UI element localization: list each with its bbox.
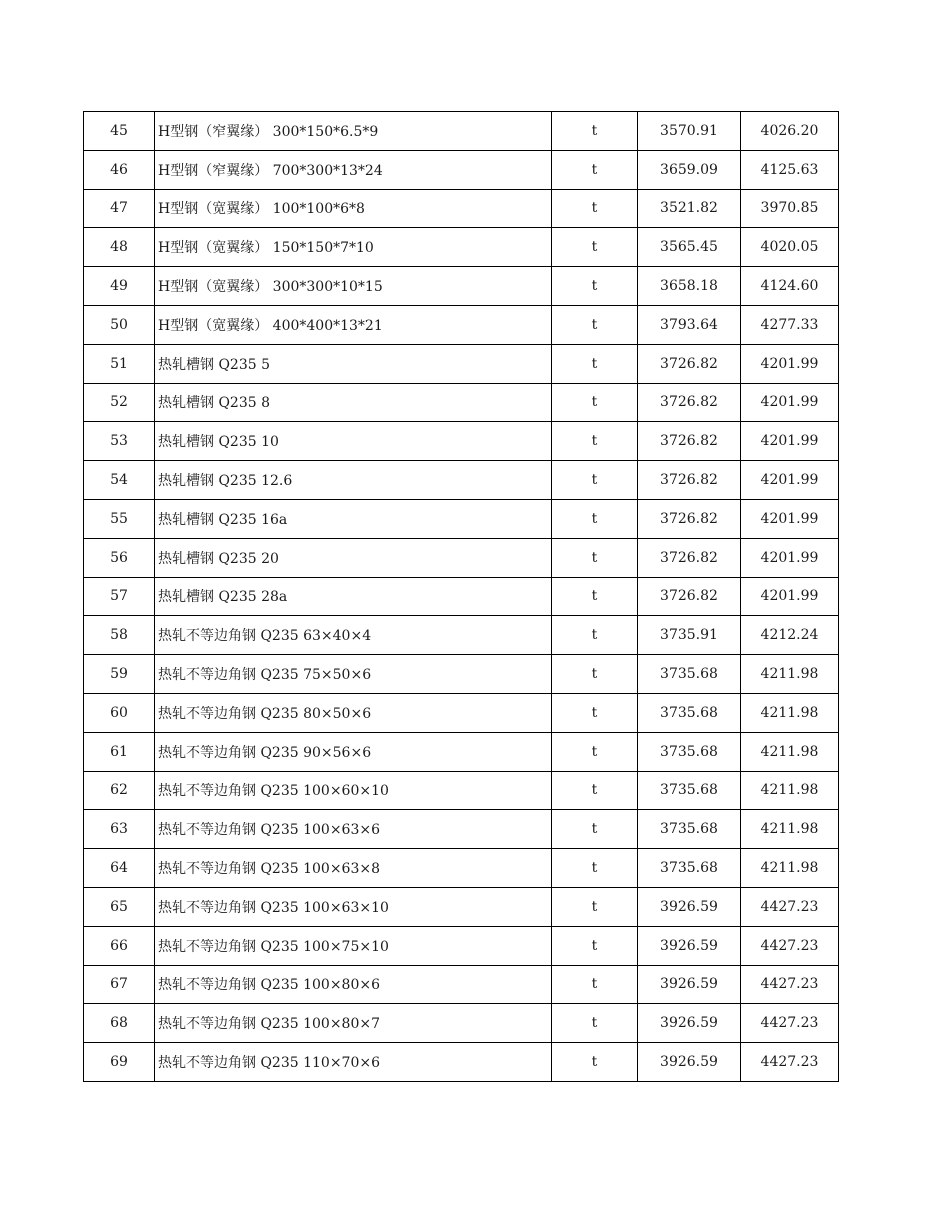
item-price-2: 4201.99 <box>741 538 839 577</box>
item-number: 58 <box>84 616 155 655</box>
table-row <box>84 499 839 538</box>
item-price-2: 4427.23 <box>741 965 839 1004</box>
item-number: 69 <box>84 1043 155 1082</box>
table-row <box>84 810 839 849</box>
item-name: H型钢（宽翼缘） 300*300*10*15 <box>155 267 552 306</box>
item-number: 64 <box>84 849 155 888</box>
table-row <box>84 693 839 732</box>
item-unit: t <box>552 926 638 965</box>
item-price-1: 3735.68 <box>638 655 741 694</box>
item-price-2: 4211.98 <box>741 810 839 849</box>
item-price-1: 3793.64 <box>638 305 741 344</box>
item-name: H型钢（窄翼缘） 300*150*6.5*9 <box>155 112 552 151</box>
item-number: 46 <box>84 150 155 189</box>
item-number: 47 <box>84 189 155 228</box>
item-number: 55 <box>84 499 155 538</box>
item-unit: t <box>552 538 638 577</box>
table-row <box>84 228 839 267</box>
table-row <box>84 965 839 1004</box>
item-unit: t <box>552 383 638 422</box>
item-price-1: 3735.68 <box>638 849 741 888</box>
item-number: 60 <box>84 693 155 732</box>
table-row <box>84 383 839 422</box>
item-price-1: 3565.45 <box>638 228 741 267</box>
item-unit: t <box>552 577 638 616</box>
table-row <box>84 422 839 461</box>
item-name: 热轧不等边角钢 Q235 100×63×8 <box>155 849 552 888</box>
item-price-1: 3659.09 <box>638 150 741 189</box>
item-price-1: 3926.59 <box>638 926 741 965</box>
item-unit: t <box>552 344 638 383</box>
table-row <box>84 655 839 694</box>
price-table <box>83 111 839 1082</box>
item-unit: t <box>552 887 638 926</box>
item-price-1: 3726.82 <box>638 461 741 500</box>
item-price-2: 4211.98 <box>741 693 839 732</box>
item-unit: t <box>552 228 638 267</box>
item-number: 67 <box>84 965 155 1004</box>
item-price-1: 3726.82 <box>638 499 741 538</box>
item-number: 48 <box>84 228 155 267</box>
table-row <box>84 538 839 577</box>
item-price-2: 4427.23 <box>741 926 839 965</box>
item-price-1: 3735.68 <box>638 732 741 771</box>
table-row <box>84 1004 839 1043</box>
item-unit: t <box>552 461 638 500</box>
item-number: 66 <box>84 926 155 965</box>
item-price-2: 4125.63 <box>741 150 839 189</box>
table-row <box>84 112 839 151</box>
table-row <box>84 771 839 810</box>
item-name: H型钢（窄翼缘） 700*300*13*24 <box>155 150 552 189</box>
item-unit: t <box>552 267 638 306</box>
item-price-1: 3926.59 <box>638 965 741 1004</box>
table-row <box>84 305 839 344</box>
item-name: 热轧不等边角钢 Q235 100×80×6 <box>155 965 552 1004</box>
table-row <box>84 1043 839 1082</box>
table-row <box>84 267 839 306</box>
item-unit: t <box>552 499 638 538</box>
item-price-2: 4211.98 <box>741 771 839 810</box>
item-unit: t <box>552 771 638 810</box>
item-number: 51 <box>84 344 155 383</box>
item-name: 热轧不等边角钢 Q235 100×80×7 <box>155 1004 552 1043</box>
item-name: 热轧槽钢 Q235 12.6 <box>155 461 552 500</box>
item-unit: t <box>552 305 638 344</box>
item-price-1: 3926.59 <box>638 1043 741 1082</box>
item-unit: t <box>552 965 638 1004</box>
item-price-1: 3726.82 <box>638 344 741 383</box>
item-name: 热轧不等边角钢 Q235 100×63×6 <box>155 810 552 849</box>
item-price-2: 4201.99 <box>741 383 839 422</box>
table-row <box>84 887 839 926</box>
item-price-2: 4427.23 <box>741 1004 839 1043</box>
item-number: 59 <box>84 655 155 694</box>
item-price-2: 4124.60 <box>741 267 839 306</box>
item-price-1: 3735.68 <box>638 693 741 732</box>
item-name: H型钢（宽翼缘） 400*400*13*21 <box>155 305 552 344</box>
table-row <box>84 616 839 655</box>
item-price-1: 3735.91 <box>638 616 741 655</box>
item-price-1: 3570.91 <box>638 112 741 151</box>
item-name: 热轧不等边角钢 Q235 80×50×6 <box>155 693 552 732</box>
table-row <box>84 150 839 189</box>
item-unit: t <box>552 810 638 849</box>
item-unit: t <box>552 112 638 151</box>
item-price-1: 3926.59 <box>638 1004 741 1043</box>
item-number: 53 <box>84 422 155 461</box>
item-name: 热轧不等边角钢 Q235 110×70×6 <box>155 1043 552 1082</box>
item-price-1: 3726.82 <box>638 538 741 577</box>
item-number: 50 <box>84 305 155 344</box>
item-number: 62 <box>84 771 155 810</box>
item-name: H型钢（宽翼缘） 100*100*6*8 <box>155 189 552 228</box>
item-number: 54 <box>84 461 155 500</box>
item-name: 热轧槽钢 Q235 28a <box>155 577 552 616</box>
item-name: 热轧不等边角钢 Q235 100×63×10 <box>155 887 552 926</box>
item-number: 56 <box>84 538 155 577</box>
item-number: 45 <box>84 112 155 151</box>
table-row <box>84 461 839 500</box>
item-price-2: 4201.99 <box>741 461 839 500</box>
item-price-2: 4211.98 <box>741 655 839 694</box>
item-price-1: 3658.18 <box>638 267 741 306</box>
item-name: H型钢（宽翼缘） 150*150*7*10 <box>155 228 552 267</box>
item-price-1: 3726.82 <box>638 422 741 461</box>
item-number: 61 <box>84 732 155 771</box>
item-price-1: 3521.82 <box>638 189 741 228</box>
item-name: 热轧不等边角钢 Q235 63×40×4 <box>155 616 552 655</box>
table-row <box>84 577 839 616</box>
table-row <box>84 732 839 771</box>
item-price-2: 4020.05 <box>741 228 839 267</box>
item-unit: t <box>552 189 638 228</box>
item-number: 65 <box>84 887 155 926</box>
item-price-1: 3735.68 <box>638 810 741 849</box>
item-number: 68 <box>84 1004 155 1043</box>
item-name: 热轧槽钢 Q235 10 <box>155 422 552 461</box>
item-unit: t <box>552 150 638 189</box>
item-name: 热轧槽钢 Q235 20 <box>155 538 552 577</box>
item-price-2: 4427.23 <box>741 1043 839 1082</box>
item-price-2: 4026.20 <box>741 112 839 151</box>
item-price-2: 4277.33 <box>741 305 839 344</box>
item-price-2: 4201.99 <box>741 577 839 616</box>
item-name: 热轧槽钢 Q235 16a <box>155 499 552 538</box>
item-number: 52 <box>84 383 155 422</box>
item-unit: t <box>552 732 638 771</box>
table-body <box>84 112 839 1082</box>
item-name: 热轧槽钢 Q235 5 <box>155 344 552 383</box>
item-name: 热轧不等边角钢 Q235 90×56×6 <box>155 732 552 771</box>
item-unit: t <box>552 1043 638 1082</box>
item-unit: t <box>552 693 638 732</box>
table-row <box>84 926 839 965</box>
item-price-1: 3726.82 <box>638 383 741 422</box>
table-row <box>84 344 839 383</box>
table-row <box>84 189 839 228</box>
item-name: 热轧槽钢 Q235 8 <box>155 383 552 422</box>
item-price-2: 4427.23 <box>741 887 839 926</box>
item-price-2: 4212.24 <box>741 616 839 655</box>
item-price-1: 3926.59 <box>638 887 741 926</box>
item-name: 热轧不等边角钢 Q235 100×75×10 <box>155 926 552 965</box>
item-price-2: 4201.99 <box>741 422 839 461</box>
table-row <box>84 849 839 888</box>
item-number: 49 <box>84 267 155 306</box>
item-price-1: 3726.82 <box>638 577 741 616</box>
item-number: 57 <box>84 577 155 616</box>
item-unit: t <box>552 849 638 888</box>
item-name: 热轧不等边角钢 Q235 75×50×6 <box>155 655 552 694</box>
item-price-2: 4211.98 <box>741 849 839 888</box>
item-name: 热轧不等边角钢 Q235 100×60×10 <box>155 771 552 810</box>
item-price-2: 3970.85 <box>741 189 839 228</box>
item-unit: t <box>552 422 638 461</box>
item-price-2: 4201.99 <box>741 499 839 538</box>
item-price-2: 4201.99 <box>741 344 839 383</box>
item-unit: t <box>552 655 638 694</box>
item-price-1: 3735.68 <box>638 771 741 810</box>
item-unit: t <box>552 616 638 655</box>
item-unit: t <box>552 1004 638 1043</box>
item-number: 63 <box>84 810 155 849</box>
item-price-2: 4211.98 <box>741 732 839 771</box>
